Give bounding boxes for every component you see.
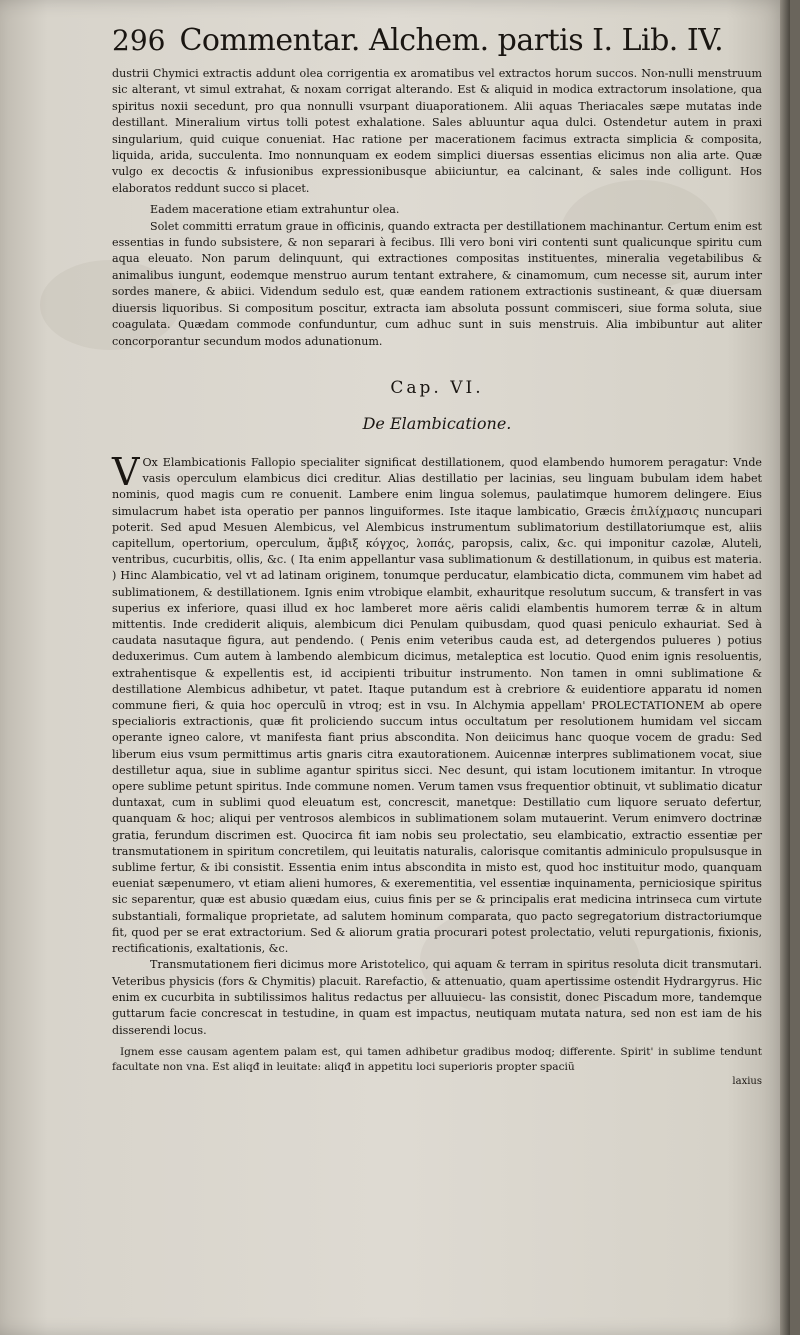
paragraph-elambicatio [112,449,762,957]
paragraph-erratum: Solet committi erratum graue in officinis, quando extracta per destillationem machinantur. Certum enim est essentias in fundo subsistere, & non separari à fecibus. Illi vero boni viri contenti sunt qualicunque spiritu cum aqua eleuato. Non parum delinquunt, qui extractiones compositas instituentes, mineralia vegetabilibus & animalibus iungunt, eodemque menstruo aurum tentant extrahere, & cinamomum, cum necesse sit, aurum inter sordes manere, & abiici. Videndum sedulo est, quæ eandem rationem extractionis sustineant, & quæ diuersam diuersis liquoribus. Si compositum poscitur, extracta iam absoluta possunt commisceri, siue forma soluta, siue coagulata. Quædam commode confunduntur, cum adhuc sunt in suis menstruis. Alia imbibuntur aut aliter concorporantur secundum modos adunationum. [112,219,762,348]
drop-initial: V [112,449,140,494]
footnote: Ignem esse causam agentem palam est, qui tamen adhibetur gradibus modoq; differente. Spirit' in sublime tendunt facultate non vna. Est aliqđ in leuitate: aliqđ in appetitu loci superioris propter spaciũ [112,1046,762,1074]
page-number: 296 [112,24,166,57]
catchword: laxius [732,1076,762,1088]
page-header [112,22,762,60]
paragraph-extracts: dustrii Chymici extractis addunt olea corrigentia ex aromatibus vel extractos horum succos. Non-nulli menstruum sic alterant, vt simul extrahat, & noxam corrigat alterando. Est & aliquid in modica extractorum insolatione, qua spiritus noxii secedunt, pro qua nonnulli vsurpant diuaporationem. Alii aquas Theriacales sæpe mutatas inde destillant. Mineralium virtus tolli potest exhalatione. Sales abluuntur aqua dulci. Ostendetur autem in praxi singularium, quid cuique conueniat. Hac ratione per macerationem facimus extracta simplicia & composita, liquida, arida, succulenta. Imo nonnunquam ex eodem simplici diuersas essentias elicimus non alia arte. Quæ vulgo ex decoctis & infusionibus expressionibusque abiiciuntur, ea calcinant, & sales inde colligunt. Hos elaboratos reddunt succo si placet. [112,67,762,195]
text-column [112,22,762,1089]
paragraph-olea: Eadem maceratione etiam extrahuntur olea. [150,203,400,217]
running-title: Commentar. Alchem. partis I. Lib. IV. [179,23,724,58]
chapter-heading: Cap. VI. [390,377,484,398]
page-binding-shadow [780,0,790,1335]
paragraph-transmutatio: Transmutationem fieri dicimus more Aristotelico, qui aquam & terram in spiritus resoluta dicit transmutari. Veteribus physicis (fors & Chymitis) placuit. Rarefactio, & attenuatio, quam apertissime ostendit Hydrargyrus. Hic enim ex cucurbita in subtilissimos halitus redactus per alluuiecu- las consistit, donec Piscadum more, tandemque guttarum facie concrescat in testudine, in quam est impactus, neutiquam mutata natura, sed non est iam de his disserendi locus. [112,958,762,1037]
paragraph-elambicatio-text: Ox Elambicationis Fallopio specialiter significat destillationem, quod elambendo humorem peragatur: Vnde vasis operculum elambicus dici creditur. Alias destillatio per lacinias, seu linguam bubulam idem habet nominis, quod magis cum re conuenit. Lambere enim lingua solemus, paulatimque humorem delingere. Eius simulacrum habet ista operatio per pannos linguiformes. Iste itaque lambicatio, Græcis ἐπιλίχμασις nuncupari poterit. Sed apud Mesuen Alembicus, vel Alembicus instrumentum sublimatorium destillatoriumque est, aliis capitellum, opertorium, operculum, ἄμβιξ κόγχος, λοπάς, paropsis, calix, &c. qui imponitur cazolæ, Aluteli, ventribus, cucurbitis, ollis, &c. ( Ita enim appellantur vasa sublimationum & destillationum, in quibus est materia. ) Hinc Alambicatio, vel vt ad latinam originem, tonumque perducatur, elambicatio dicta, communem vim habet ad sublimationem, & destillationem. Ignis enim vtrobique elambit, exhauritque resolutum succum, & transfert in vas superius ex inferiore, quasi illud ex hoc lamberet more aëris calidi elambentis humorem terræ & in altum mittentis. Inde crediderit aliquis, alembicum dici Penulam quibusdam, quod quasi peniculo exhauriat. Sed à caudata nasutaque figura, aut pendendo. ( Penis enim veteribus cauda est, ad detergendos pulueres ) potius deduxerimus. Cum autem à lambendo alembicum dicimus, metaleptica est locutio. Quod enim ignis resoluentis, extrahentisque & expellentis est, id accipienti tribuitur instrumento. Non tamen in omni sublimatione & destillatione Alembicus adhibetur, vt patet. Itaque putandum est à crebriore & euidentiore apparatu id nomen commune fieri, & quia hoc operculũ in vtroq; est in vsu. In Alchymia appellam' PROLECTATIONEM ab opere specialioris extractionis, quæ fit proliciendo succum intus occultatum per resolutionem humidam vel siccam operante igneo calore, vt manifesta fiant prius abscondita. Non deiicimus hanc quoque vocem de gradu: Sed liberum eius vsum permittimus artis gnaris citra exautorationem. Auicennæ interpres sublimationem vocat, siue destilletur aqua, siue in sublime agantur spiritus sicci. Nec desunt, qui istam locutionem imitantur. In vtroque opere sublime petunt spiritus. Inde commune nomen. Verum tamen vsus frequentior obtinuit, vt sublimatio dicatur duntaxat, cum in sublimi quod eleuatum est, concrescit, manetque: Destillatio cum liquore seruato defertur, quanquam & hoc; aliqui per ventrosos alembicos in sublimationem solam mutauerint. Verum enimvero doctrinæ gratia, ferundum discrimen est. Quocirca fit iam nobis seu prolectatio, seu elambicatio, extractio essentiæ per transmutationem in spiritum concretilem, qui leuitatis naturalis, calorisque comitantis adminiculo propulsusque in sublime fertur, & ibi consistit. Essentia enim intus abscondita in misto est, quod hoc instituitur modo, quanquam eueniat sæpenumero, vt etiam alieni humores, & exerementitia, vel essentiæ inquinamenta, perniciosique spiritus sic separentur, quæ est abusio quædam eius, cuius finis per se & principalis erat medicina intrinseca cum virtute substantiali, formalique proprietate, ad salutem hominum comparata, quo pacto segregatorium distractoriumque fit, quod per se erat extractorium. Sed & aliorum gratia procurari potest prolectatio, veluti repurgationis, fixionis, rectificationis, exaltationis, &c. [112,455,762,955]
chapter-subtitle: De Elambicatione. [362,413,512,433]
